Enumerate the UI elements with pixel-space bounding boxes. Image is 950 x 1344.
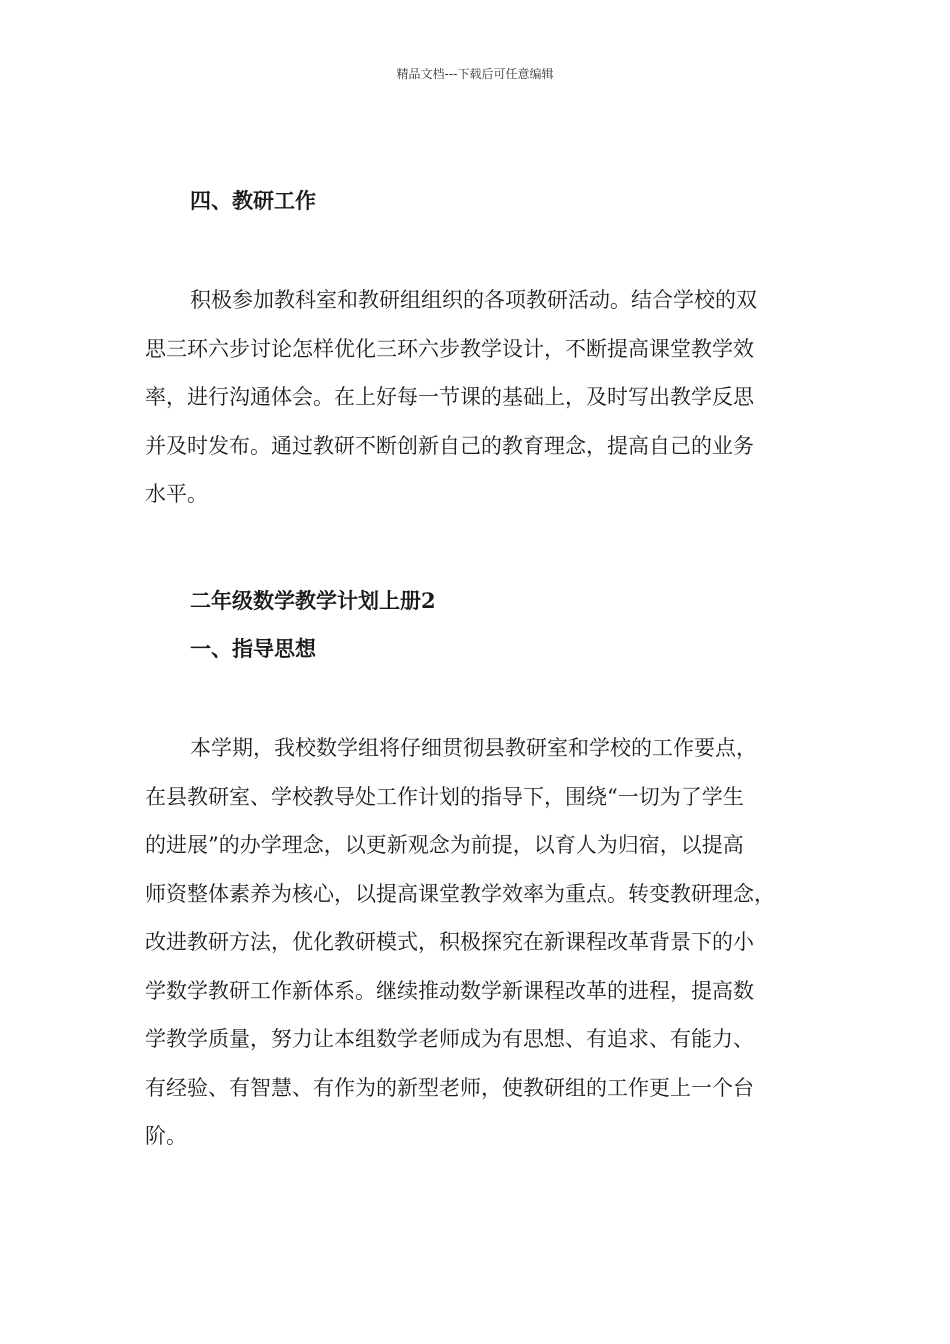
paragraph-line: 学数学教研工作新体系。继续推动数学新课程改革的进程，提高数 xyxy=(145,978,754,1003)
plan-title: 二年级数学教学计划上册2 xyxy=(190,588,436,613)
paragraph-teaching-research xyxy=(145,276,820,519)
paragraph-line: 阶。 xyxy=(145,1124,187,1148)
paragraph-line: 改进教研方法，优化教研模式，积极探究在新课程改革背景下的小 xyxy=(145,930,754,954)
paragraph-line: 水平。 xyxy=(145,482,208,506)
paragraph-line: 学教学质量，努力让本组数学老师成为有思想、有追求、有能力、 xyxy=(145,1027,754,1051)
section-heading-teaching-research: 四、教研工作 xyxy=(190,188,316,213)
paragraph-line: 在县教研室、学校教导处工作计划的指导下，围绕“一切为了学生 xyxy=(145,784,744,809)
paragraph-guiding-ideology xyxy=(145,724,820,1161)
page-header: 精品文档---下载后可任意编辑 xyxy=(396,67,554,81)
paragraph-line: 有经验、有智慧、有作为的新型老师，使教研组的工作更上一个台 xyxy=(145,1075,754,1100)
paragraph-line: 并及时发布。通过教研不断创新自己的教育理念，提高自己的业务 xyxy=(145,433,754,458)
paragraph-line: 率，进行沟通体会。在上好每一节课的基础上，及时写出教学反思 xyxy=(145,385,754,409)
paragraph-line: 的进展”的办学理念，以更新观念为前提，以育人为归宿，以提高 xyxy=(145,833,744,857)
paragraph-line: 思三环六步讨论怎样优化三环六步教学设计，不断提高课堂教学效 xyxy=(145,336,754,361)
paragraph-line: 积极参加教科室和教研组组织的各项教研活动。结合学校的双 xyxy=(190,288,757,312)
section-heading-guiding-ideology: 一、指导思想 xyxy=(190,636,316,661)
paragraph-line: 师资整体素养为核心，以提高课堂教学效率为重点。转变教研理念， xyxy=(145,881,775,906)
paragraph-line: 本学期，我校数学组将仔细贯彻县教研室和学校的工作要点， xyxy=(190,736,757,760)
